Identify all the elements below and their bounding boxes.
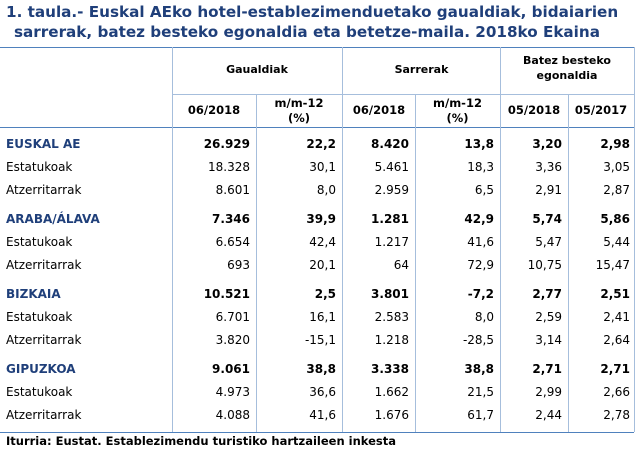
table-cell: 2,87 bbox=[603, 183, 630, 197]
subheader-gaualdiak-change-2: (%) bbox=[287, 111, 311, 125]
table-cell: 7.346 bbox=[212, 212, 250, 226]
row-label: BIZKAIA bbox=[6, 287, 61, 301]
source-note: Iturria: Eustat. Establezimendu turistiko hartzaileen inkesta bbox=[6, 434, 397, 448]
table-cell: 8.601 bbox=[215, 183, 250, 197]
row-label: Atzerritarrak bbox=[6, 333, 82, 347]
table-cell: 21,5 bbox=[467, 385, 494, 399]
table-cell: 61,7 bbox=[467, 408, 494, 422]
subheader-gaualdiak-change bbox=[256, 96, 342, 126]
table-cell: -7,2 bbox=[467, 287, 494, 301]
subheader-sarrerak-period: 06/2018 bbox=[352, 103, 406, 117]
row-label: Estatukoak bbox=[6, 385, 73, 399]
table-cell: 2,71 bbox=[532, 362, 562, 376]
table-row bbox=[0, 306, 634, 328]
table-cell: 5,44 bbox=[603, 235, 630, 249]
row-label: Estatukoak bbox=[6, 235, 73, 249]
table-row-territory bbox=[0, 133, 634, 155]
table-cell: 18.328 bbox=[208, 160, 250, 174]
table-cell: 2.959 bbox=[374, 183, 409, 197]
subheader-egonaldia-2017: 05/2017 bbox=[574, 103, 628, 117]
table-cell: 2,64 bbox=[603, 333, 630, 347]
row-label: Estatukoak bbox=[6, 160, 73, 174]
row-label: Atzerritarrak bbox=[6, 258, 82, 272]
table-row-territory bbox=[0, 208, 634, 230]
table-cell: 10,75 bbox=[527, 258, 562, 272]
table-cell: 6.701 bbox=[215, 310, 250, 324]
subheader-sarrerak-change-2: (%) bbox=[446, 111, 469, 125]
subheader-gaualdiak-period: 06/2018 bbox=[187, 103, 241, 117]
header-sarrerak: Sarrerak bbox=[394, 63, 449, 76]
table-cell: 3,05 bbox=[603, 160, 630, 174]
table-cell: 2,44 bbox=[535, 408, 562, 422]
table-cell: 2,51 bbox=[600, 287, 630, 301]
table-row-territory bbox=[0, 283, 634, 305]
header-bottom-border bbox=[0, 127, 634, 128]
subheader-sarrerak-change-1: m/m-12 bbox=[433, 96, 482, 110]
header-batez-line-2: egonaldia bbox=[536, 69, 598, 82]
row-label: GIPUZKOA bbox=[6, 362, 76, 376]
table-cell: 1.676 bbox=[374, 408, 409, 422]
table-cell: 22,2 bbox=[306, 137, 336, 151]
table-cell: 1.662 bbox=[374, 385, 409, 399]
header-batez-besteko bbox=[500, 53, 634, 83]
table-cell: 5,74 bbox=[532, 212, 562, 226]
table-cell: -15,1 bbox=[304, 333, 336, 347]
header-batez-line-1: Batez besteko bbox=[523, 54, 611, 67]
table-cell: 38,8 bbox=[306, 362, 336, 376]
table-cell: 39,9 bbox=[306, 212, 336, 226]
table-cell: 42,9 bbox=[464, 212, 494, 226]
table-cell: 2,99 bbox=[535, 385, 562, 399]
table-cell: 3.338 bbox=[371, 362, 409, 376]
table-cell: 2,91 bbox=[535, 183, 562, 197]
table-cell: 5,47 bbox=[535, 235, 562, 249]
table-cell: -28,5 bbox=[462, 333, 494, 347]
table-cell: 1.218 bbox=[374, 333, 409, 347]
table-cell: 3,14 bbox=[535, 333, 562, 347]
table-cell: 8,0 bbox=[316, 183, 336, 197]
subheader-egonaldia-2018: 05/2018 bbox=[507, 103, 561, 117]
table-row bbox=[0, 404, 634, 426]
table-cell: 2,41 bbox=[603, 310, 630, 324]
table-cell: 13,8 bbox=[464, 137, 494, 151]
header-top-border bbox=[0, 47, 634, 48]
table-cell: 2,98 bbox=[600, 137, 630, 151]
subheader-gaualdiak-change-1: m/m-12 bbox=[274, 96, 324, 110]
table-cell: 2,78 bbox=[603, 408, 630, 422]
table-row bbox=[0, 156, 634, 178]
subheader-sarrerak-change bbox=[415, 96, 500, 126]
table-title bbox=[6, 2, 632, 44]
table-cell: 72,9 bbox=[467, 258, 494, 272]
table-cell: 3.801 bbox=[371, 287, 409, 301]
row-label: Estatukoak bbox=[6, 310, 73, 324]
table-cell: 41,6 bbox=[467, 235, 494, 249]
title-line-1: 1. taula.- Euskal AEko hotel-establezimenduetako gaualdiak, bidaiarien bbox=[6, 3, 619, 21]
table-row-territory bbox=[0, 358, 634, 380]
table-cell: 3.820 bbox=[215, 333, 250, 347]
table-cell: 6,5 bbox=[474, 183, 494, 197]
table-cell: 1.281 bbox=[371, 212, 409, 226]
table-cell: 38,8 bbox=[464, 362, 494, 376]
table-cell: 2.583 bbox=[374, 310, 409, 324]
table-cell: 9.061 bbox=[212, 362, 250, 376]
column-divider bbox=[634, 47, 635, 432]
table-row bbox=[0, 179, 634, 201]
table-cell: 2,5 bbox=[314, 287, 336, 301]
table-bottom-border bbox=[0, 432, 634, 433]
table-row bbox=[0, 231, 634, 253]
table-cell: 8,0 bbox=[474, 310, 494, 324]
table-cell: 26.929 bbox=[203, 137, 250, 151]
table-cell: 42,4 bbox=[309, 235, 336, 249]
table-cell: 18,3 bbox=[467, 160, 494, 174]
table-cell: 30,1 bbox=[309, 160, 336, 174]
table-cell: 5,86 bbox=[600, 212, 630, 226]
header-mid-border bbox=[172, 94, 634, 95]
table-cell: 2,71 bbox=[600, 362, 630, 376]
row-label: Atzerritarrak bbox=[6, 408, 82, 422]
table-cell: 5.461 bbox=[374, 160, 409, 174]
table-cell: 64 bbox=[393, 258, 409, 272]
table-cell: 16,1 bbox=[309, 310, 336, 324]
table-cell: 4.088 bbox=[215, 408, 250, 422]
title-line-2: sarrerak, batez besteko egonaldia eta betetze-maila. 2018ko Ekaina bbox=[14, 23, 600, 41]
table-cell: 2,77 bbox=[532, 287, 562, 301]
table-cell: 8.420 bbox=[371, 137, 409, 151]
table-cell: 10.521 bbox=[203, 287, 250, 301]
table-cell: 15,47 bbox=[595, 258, 630, 272]
table-cell: 41,6 bbox=[309, 408, 336, 422]
table-cell: 6.654 bbox=[215, 235, 250, 249]
table-row bbox=[0, 254, 634, 276]
row-label: ARABA/ÁLAVA bbox=[6, 212, 100, 226]
table-cell: 3,36 bbox=[535, 160, 562, 174]
table-row bbox=[0, 329, 634, 351]
table-cell: 4.973 bbox=[215, 385, 250, 399]
table-row bbox=[0, 381, 634, 403]
row-label: EUSKAL AE bbox=[6, 137, 81, 151]
table-cell: 2,66 bbox=[603, 385, 630, 399]
table-cell: 693 bbox=[227, 258, 250, 272]
table-cell: 20,1 bbox=[309, 258, 336, 272]
row-label: Atzerritarrak bbox=[6, 183, 82, 197]
table-cell: 2,59 bbox=[535, 310, 562, 324]
table-cell: 1.217 bbox=[374, 235, 409, 249]
header-gaualdiak: Gaualdiak bbox=[226, 63, 288, 76]
table-cell: 36,6 bbox=[309, 385, 336, 399]
table-cell: 3,20 bbox=[532, 137, 562, 151]
